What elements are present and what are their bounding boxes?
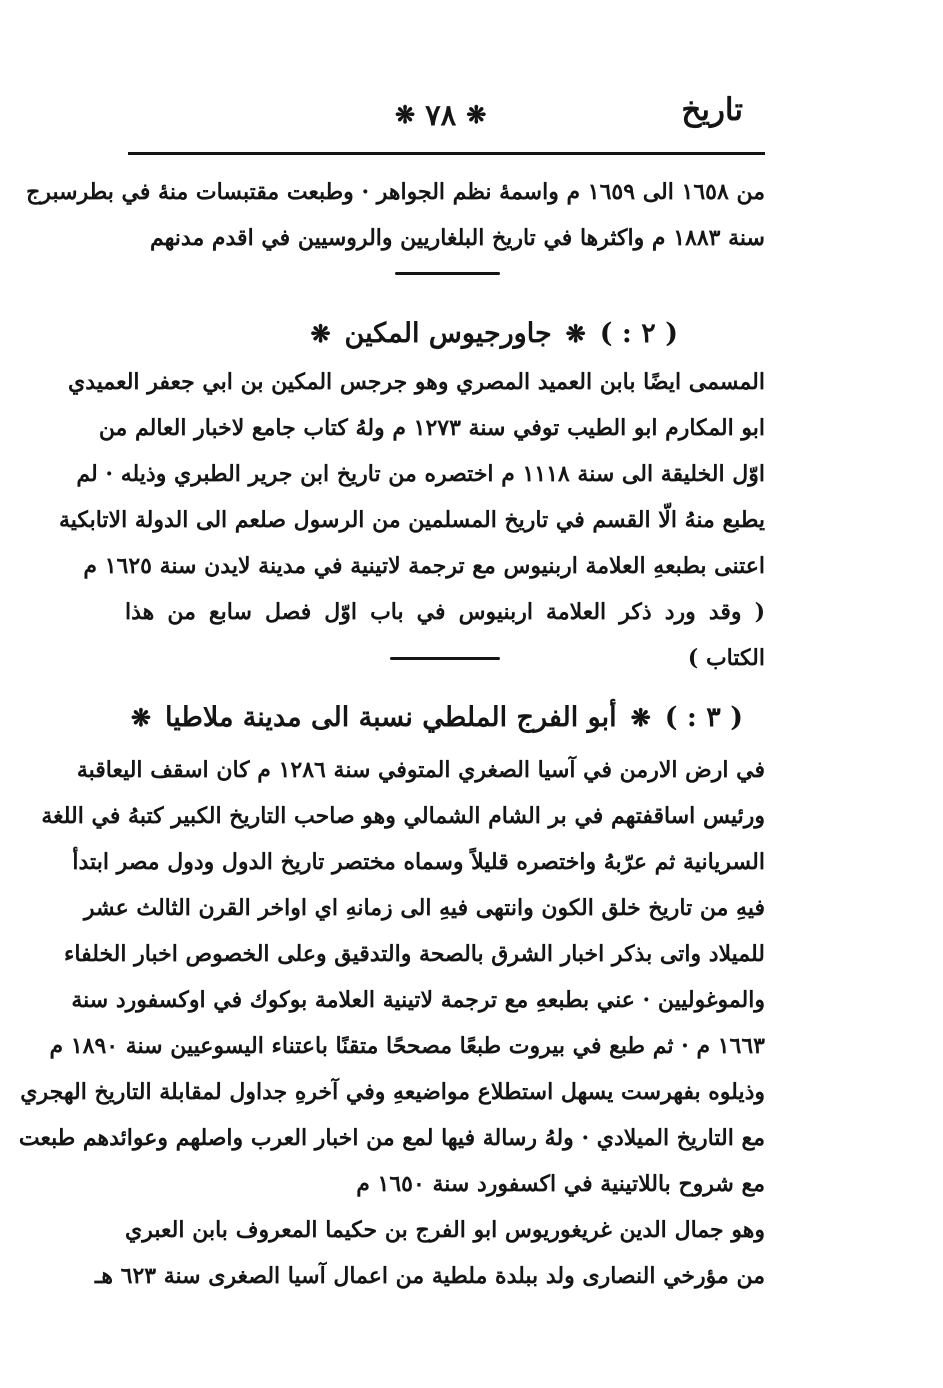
flower-ornament-icon: ❋ <box>630 702 651 732</box>
text-line: ابو المكارم ابو الطيب توفي سنة ١٢٧٣ م ولهُ كتاب جامع لاخبار العالم من <box>98 415 765 441</box>
page-number-group <box>395 98 486 132</box>
text-line: فيهِ من تاريخ خلق الكون وانتهى فيهِ الى زمانهِ اي اواخر القرن الثالث عشر <box>83 895 765 921</box>
page-header <box>125 90 765 150</box>
text-line: من ١٦٥٨ الى ١٦٥٩ م واسمهٔ نظم الجواهر · وطبعت مقتبسات منهٔ في بطرسبرج <box>26 179 765 205</box>
page-number: ٧٨ <box>425 98 457 132</box>
text-line: مع التاريخ الميلادي · ولهُ رسالة فيها لمع من اخبار العرب واصلهم وعوائدهم طبعت <box>18 1125 765 1151</box>
section-3-body <box>18 757 765 1310</box>
text-line: المسمى ايضًا بابن العميد المصري وهو جرجس المكين بن ابي جعفر العميدي <box>67 369 765 395</box>
text-line: اوّل الخليقة الى سنة ١١١٨ م اختصره من تاريخ ابن جرير الطبري وذيله · لم <box>76 461 765 487</box>
flower-ornament-icon: ❋ <box>310 318 331 348</box>
section-number: ( ٢ : ) <box>599 318 678 349</box>
section-divider <box>390 657 500 660</box>
text-line: من مؤرخي النصارى ولد ببلدة ملطية من اعمال آسيا الصغرى سنة ٦٢٣ هـ <box>94 1263 765 1289</box>
text-line: سنة ١٨٨٣ م واكثرها في تاريخ البلغاريين والروسيين في اقدم مدنهم <box>149 225 765 251</box>
section-2-body <box>58 369 765 692</box>
text-line: وذيلوه بفهرست يسهل استطلاع مواضيعهِ وفي آخرهِ جداول لمقابلة التاريخ الهجري <box>20 1079 765 1105</box>
flower-ornament-icon: ❋ <box>130 702 151 732</box>
section-title: أبو الفرج الملطي نسبة الى مدينة ملاطيا <box>164 702 617 733</box>
text-line: مع شروح باللاتينية في اكسفورد سنة ١٦٥٠ م <box>356 1171 765 1197</box>
text-line: والموغوليين · عني بطبعهِ مع ترجمة لاتينية العلامة بوكوك في اوكسفورد سنة <box>71 987 765 1013</box>
text-line: ١٦٦٣ م · ثم طبع في بيروت طبعًا مصححًا متقنًا باعتناء اليسوعيين سنة ١٨٩٠ م <box>49 1033 765 1059</box>
running-title: تاريخ <box>681 92 743 128</box>
text-line: للميلاد واتى بذكر اخبار الشرق بالصحة والتدقيق وعلى الخصوص اخبار الخلفاء <box>64 941 765 967</box>
text-line: الكتاب ) <box>687 645 765 671</box>
header-rule <box>128 152 765 155</box>
text-line: اعتنى بطبعهِ العلامة اربنيوس مع ترجمة لاتينية في مدينة لايدن سنة ١٦٢٥ م <box>83 553 765 579</box>
section-3-heading <box>131 702 743 733</box>
section-divider <box>395 272 500 275</box>
text-line: وهو جمال الدين غريغوريوس ابو الفرج بن حكيما المعروف بابن العبري <box>125 1217 765 1243</box>
text-line: ( وقد ورد ذكر العلامة اربنيوس في باب اوّل فصل سابع من هذا <box>125 599 765 625</box>
text-line: السريانية ثم عرّبهُ واختصره قليلاً وسماه مختصر تاريخ الدول ودول مصر ابتدأ <box>72 849 765 875</box>
flower-ornament-icon: ❋ <box>565 318 586 348</box>
section-number: ( ٣ : ) <box>664 702 743 733</box>
intro-paragraph <box>26 179 765 272</box>
flower-ornament-icon: ❋ <box>395 100 416 129</box>
text-line: يطبع منهُ الّا القسم في تاريخ المسلمين من الرسول صلعم الى الدولة الاتابكية <box>58 507 765 533</box>
section-2-heading <box>310 318 678 349</box>
flower-ornament-icon: ❋ <box>466 100 487 129</box>
text-line: في ارض الارمن في آسيا الصغري المتوفي سنة ١٢٨٦ م كان اسقف اليعاقبة <box>76 757 765 783</box>
section-title: جاورجيوس المكين <box>344 318 552 349</box>
text-line: ورئيس اساقفتهم في بر الشام الشمالي وهو صاحب التاريخ الكبير كتبهُ في اللغة <box>41 803 765 829</box>
